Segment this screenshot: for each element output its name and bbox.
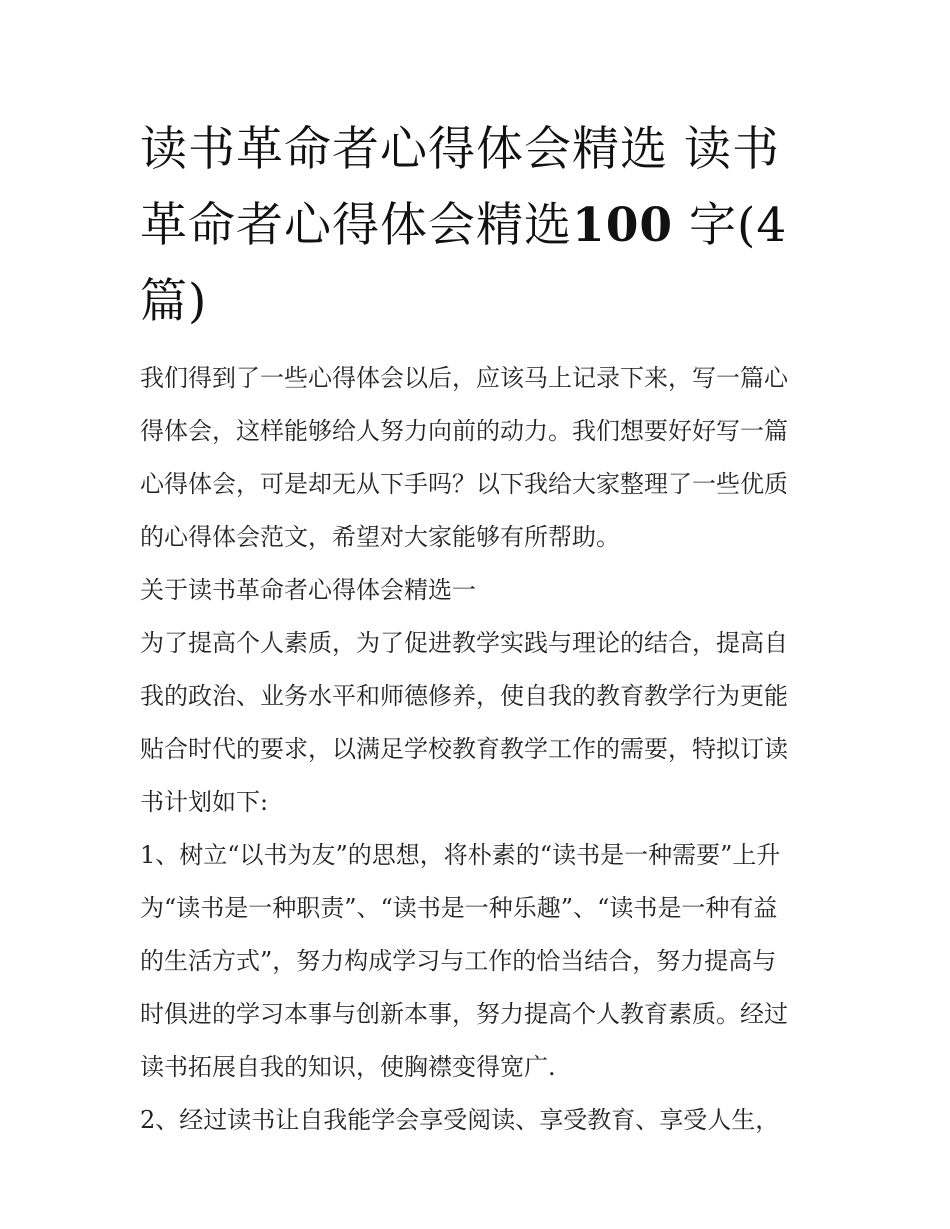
body-line: 得体会，这样能够给人努力向前的动力。我们想要好好写一篇 [140,417,788,445]
title-number: 100 [572,198,674,253]
body-line: 我的政治、业务水平和师德修养，使自我的教育教学行为更能 [140,682,788,710]
title-line-2: 革命者心得体会精选 [140,198,572,253]
list-item-line: 的生活方式”，努力构成学习与工作的恰当结合，努力提高与 [140,947,777,975]
list-item-line: 为“读书是一种职责”、“读书是一种乐趣”、“读书是一种有益 [140,894,778,922]
title-line-3: 篇) [140,274,208,329]
body-line: 书计划如下: [140,788,269,816]
list-item-line: 2、经过读书让自我能学会享受阅读、享受教育、享受人生， [140,1106,780,1134]
title-line-2-suffix: 字(4 [673,198,788,253]
section-heading: 关于读书革命者心得体会精选一 [140,576,476,604]
title-line-1: 读书革命者心得体会精选 读书 [140,122,780,177]
document-body [140,352,830,1147]
body-line: 贴合时代的要求，以满足学校教育教学工作的需要，特拟订读 [140,735,788,763]
body-line: 心得体会，可是却无从下手吗？以下我给大家整理了一些优质 [140,470,788,498]
body-line: 的心得体会范文，希望对大家能够有所帮助。 [140,523,620,551]
body-line: 我们得到了一些心得体会以后，应该马上记录下来，写一篇心 [140,364,788,392]
list-item-line: 1、树立“以书为友”的思想，将朴素的“读书是一种需要”上升 [140,841,781,869]
list-item-line: 读书拓展自我的知识，使胸襟变得宽广. [140,1053,556,1081]
list-item-line: 时俱进的学习本事与创新本事，努力提高个人教育素质。经过 [140,1000,788,1028]
document-title [140,112,820,340]
body-line: 为了提高个人素质，为了促进教学实践与理论的结合，提高自 [140,629,788,657]
